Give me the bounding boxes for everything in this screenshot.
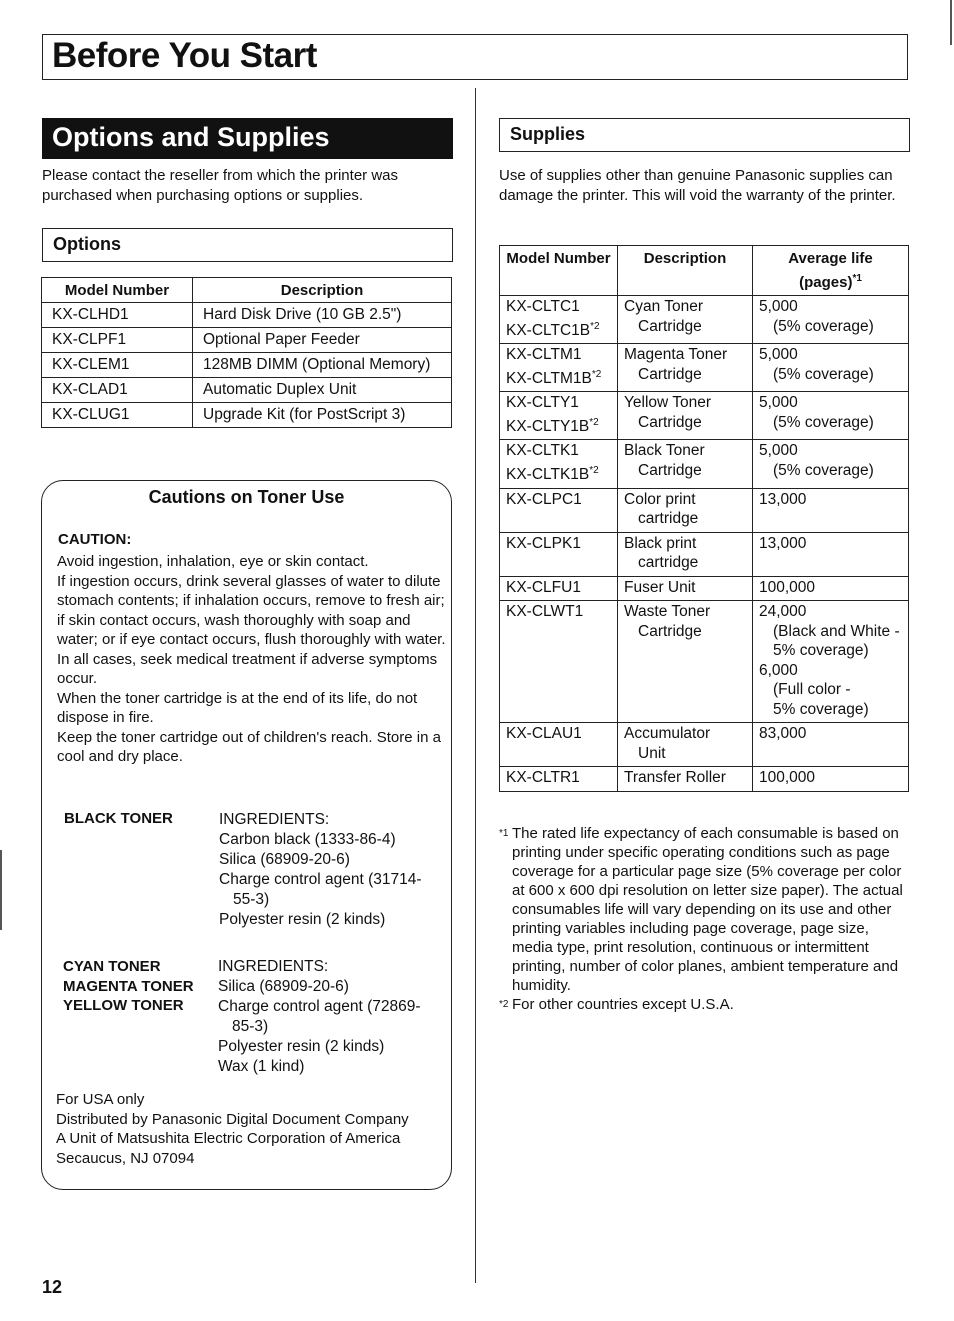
life-cell: 83,000 xyxy=(753,723,909,767)
ingredients-heading: INGREDIENTS: xyxy=(219,811,330,828)
column-header xyxy=(753,246,909,296)
description-cell: Hard Disk Drive (10 GB 2.5") xyxy=(193,303,452,328)
life-cell xyxy=(753,296,909,344)
model-cell xyxy=(500,296,618,344)
description-cell: 128MB DIMM (Optional Memory) xyxy=(193,353,452,378)
description-line: Cartridge xyxy=(638,365,702,383)
distribution-line: Secaucus, NJ 07094 xyxy=(56,1149,195,1167)
table-row xyxy=(42,328,452,353)
section-banner xyxy=(42,118,453,159)
table-row xyxy=(500,767,909,792)
life-value: 5,000 xyxy=(759,346,798,364)
table-row xyxy=(500,601,909,723)
description-line: cartridge xyxy=(638,554,699,572)
description-line: Cartridge xyxy=(638,622,702,640)
life-note: (Black and White - xyxy=(773,622,900,640)
model-cell: KX-CLTR1 xyxy=(500,767,618,792)
caution-paragraph: In all cases, seek medical treatment if adverse symptoms occur. xyxy=(57,650,438,687)
life-cell: 13,000 xyxy=(753,532,909,576)
distribution-line: Distributed by Panasonic Digital Document Company xyxy=(56,1110,409,1128)
model-number-alt: KX-CLTM1B xyxy=(506,369,592,387)
model-cell xyxy=(500,392,618,440)
model-number: KX-CLTY1 xyxy=(506,394,579,412)
ingredient-item: Charge control agent (31714- xyxy=(219,871,422,888)
life-value: 5,000 xyxy=(759,442,798,460)
life-value: 6,000 xyxy=(759,661,798,679)
description-cell xyxy=(618,392,753,440)
column-header: Model Number xyxy=(500,246,618,296)
ingredient-item: Polyester resin (2 kinds) xyxy=(219,911,386,928)
life-value: 24,000 xyxy=(759,603,807,621)
model-number-cell: KX-CLPF1 xyxy=(42,328,193,353)
description-line: Color print xyxy=(624,490,696,508)
life-cell xyxy=(753,601,909,723)
model-number-cell: KX-CLUG1 xyxy=(42,403,193,428)
life-note: (5% coverage) xyxy=(773,317,874,335)
model-cell: KX-CLFU1 xyxy=(500,576,618,601)
footnote-text: The rated life expectancy of each consumable is based on printing under specific operating conditions such as page coverage for a particular page size (5% coverage per color at 600 x 600 dpi resolution on letter size paper). The actual consumables life will vary depending on its use and other printing variables including page coverage, page size, media type, print resolution, continuous or intermittent printing, number of color planes, ambient temperature and humidity. xyxy=(512,825,903,994)
page-number: 12 xyxy=(42,1277,63,1297)
footnote-mark: *1 xyxy=(852,272,862,284)
table-row xyxy=(42,303,452,328)
supplies-table-header-row xyxy=(500,246,909,296)
footnote-mark: *2 xyxy=(589,464,599,476)
footnote-text: For other countries except U.S.A. xyxy=(512,996,734,1013)
description-line: Unit xyxy=(638,744,666,762)
table-row xyxy=(500,296,909,344)
ingredient-item: Charge control agent (72869- xyxy=(218,998,421,1015)
description-cell xyxy=(618,723,753,767)
life-value: 5,000 xyxy=(759,298,798,315)
ingredient-item: Silica (68909-20-6) xyxy=(219,851,350,868)
description-cell xyxy=(618,440,753,488)
description-cell: Upgrade Kit (for PostScript 3) xyxy=(193,403,452,428)
options-table xyxy=(41,277,452,428)
life-note: (Full color - xyxy=(773,681,851,699)
model-number-cell: KX-CLAD1 xyxy=(42,378,193,403)
ingredient-item: Wax (1 kind) xyxy=(218,1058,305,1075)
caution-paragraph: Keep the toner cartridge out of children's reach. Store in a cool and dry place. xyxy=(57,728,441,765)
footnote-1 xyxy=(499,824,909,995)
life-cell: 100,000 xyxy=(753,576,909,601)
description-cell xyxy=(618,344,753,392)
caution-text xyxy=(57,552,449,767)
life-note: (5% coverage) xyxy=(773,365,874,383)
model-cell: KX-CLAU1 xyxy=(500,723,618,767)
page-header-box xyxy=(42,34,908,80)
table-row xyxy=(500,392,909,440)
black-toner-ingredients xyxy=(219,810,439,930)
description-cell xyxy=(618,532,753,576)
footnote-mark: *2 xyxy=(590,320,600,332)
description-line: Cyan Toner xyxy=(624,298,703,315)
table-row xyxy=(42,353,452,378)
footnotes xyxy=(499,824,909,1014)
intro-text: Please contact the reseller from which the printer was purchased when purchasing options or supplies. xyxy=(42,167,398,204)
model-cell xyxy=(500,440,618,488)
life-cell xyxy=(753,392,909,440)
column-header: Description xyxy=(193,278,452,303)
life-note: (5% coverage) xyxy=(773,461,874,479)
model-cell: KX-CLPC1 xyxy=(500,488,618,532)
table-row xyxy=(500,440,909,488)
ingredients-heading: INGREDIENTS: xyxy=(218,958,329,975)
model-number: KX-CLTM1 xyxy=(506,346,582,364)
model-number: KX-CLTK1 xyxy=(506,442,579,460)
model-cell: KX-CLPK1 xyxy=(500,532,618,576)
description-line: Magenta Toner xyxy=(624,346,728,364)
description-line: Black print xyxy=(624,534,697,552)
table-row xyxy=(500,532,909,576)
distribution-line: A Unit of Matsushita Electric Corporation of America xyxy=(56,1130,401,1147)
description-cell: Automatic Duplex Unit xyxy=(193,378,452,403)
table-row xyxy=(42,378,452,403)
magenta-toner-label: MAGENTA TONER xyxy=(63,977,194,995)
distribution-line: For USA only xyxy=(56,1091,145,1108)
cautions-title: Cautions on Toner Use xyxy=(148,487,345,507)
footnote-mark: *2 xyxy=(589,416,599,428)
description-cell xyxy=(618,601,753,723)
distribution-info xyxy=(56,1090,446,1168)
caution-paragraph: Avoid ingestion, inhalation, eye or skin contact. xyxy=(57,553,369,570)
color-toner-ingredients xyxy=(218,957,438,1077)
caution-paragraph: If ingestion occurs, drink several glasses of water to dilute stomach contents; if inhalation occurs, remove to fresh air; if skin contact occurs, wash thoroughly with soap and water; or if eye contact occurs, flush thoroughly with water. xyxy=(57,572,446,648)
supplies-table xyxy=(499,245,909,792)
model-number-alt: KX-CLTK1B xyxy=(506,466,590,484)
description-cell: Optional Paper Feeder xyxy=(193,328,452,353)
options-table-header-row xyxy=(42,278,452,303)
description-line: Cartridge xyxy=(638,413,702,431)
supplies-heading: Supplies xyxy=(510,124,586,144)
model-cell xyxy=(500,344,618,392)
model-number-cell: KX-CLEM1 xyxy=(42,353,193,378)
model-cell: KX-CLWT1 xyxy=(500,601,618,723)
model-number-alt: KX-CLTC1B xyxy=(506,321,591,339)
description-cell xyxy=(618,488,753,532)
ingredient-item: Carbon black (1333-86-4) xyxy=(219,831,396,848)
description-cell: Fuser Unit xyxy=(618,576,753,601)
model-number: KX-CLTC1 xyxy=(506,298,580,315)
ingredient-item: Polyester resin (2 kinds) xyxy=(218,1038,385,1055)
life-note: (5% coverage) xyxy=(773,413,874,431)
supplies-header xyxy=(499,118,910,152)
footnote-mark: *2 xyxy=(591,368,602,380)
table-row xyxy=(500,576,909,601)
options-header xyxy=(42,228,453,262)
margin-mark xyxy=(950,0,952,45)
description-line: Cartridge xyxy=(638,461,702,479)
caution-paragraph: When the toner cartridge is at the end of its life, do not dispose in fire. xyxy=(57,689,418,726)
yellow-toner-label: YELLOW TONER xyxy=(63,997,184,1014)
footnote-mark: *2 xyxy=(499,999,509,1010)
ingredient-item: 55-3) xyxy=(233,891,270,908)
table-row xyxy=(500,488,909,532)
ingredient-item: Silica (68909-20-6) xyxy=(218,978,349,995)
description-line: Yellow Toner xyxy=(624,394,712,412)
description-line: Cartridge xyxy=(638,317,702,335)
ingredient-item: 85-3) xyxy=(232,1018,269,1035)
footnote-mark: *1 xyxy=(499,828,509,839)
table-row xyxy=(500,344,909,392)
footnote-2 xyxy=(499,995,909,1014)
description-line: Accumulator xyxy=(624,725,711,743)
color-toner-labels xyxy=(63,957,194,1016)
caution-label: CAUTION: xyxy=(58,531,132,548)
column-divider xyxy=(475,88,476,1283)
description-line: Waste Toner xyxy=(624,603,711,621)
life-value: 5,000 xyxy=(759,394,798,412)
column-header: Model Number xyxy=(42,278,193,303)
life-cell xyxy=(753,344,909,392)
life-note: 5% coverage) xyxy=(773,642,869,660)
column-header-text: Average life (pages) xyxy=(788,250,873,291)
supplies-intro: Use of supplies other than genuine Panasonic supplies can damage the printer. This will void the warranty of the printer. xyxy=(499,167,896,204)
column-header: Description xyxy=(618,246,753,296)
model-number-cell: KX-CLHD1 xyxy=(42,303,193,328)
section-title: Options and Supplies xyxy=(52,122,330,152)
cyan-toner-label: CYAN TONER xyxy=(63,958,161,975)
life-cell xyxy=(753,440,909,488)
life-cell: 13,000 xyxy=(753,488,909,532)
black-toner-label: BLACK TONER xyxy=(64,810,173,827)
description-line: Black Toner xyxy=(624,442,705,460)
table-row xyxy=(42,403,452,428)
life-cell: 100,000 xyxy=(753,767,909,792)
page-title: Before You Start xyxy=(52,36,317,75)
description-cell xyxy=(618,296,753,344)
description-cell: Transfer Roller xyxy=(618,767,753,792)
margin-mark xyxy=(0,850,2,930)
description-line: cartridge xyxy=(638,510,699,528)
life-note: 5% coverage) xyxy=(773,700,869,718)
table-row xyxy=(500,723,909,767)
options-heading: Options xyxy=(53,234,121,254)
model-number-alt: KX-CLTY1B xyxy=(506,417,590,435)
